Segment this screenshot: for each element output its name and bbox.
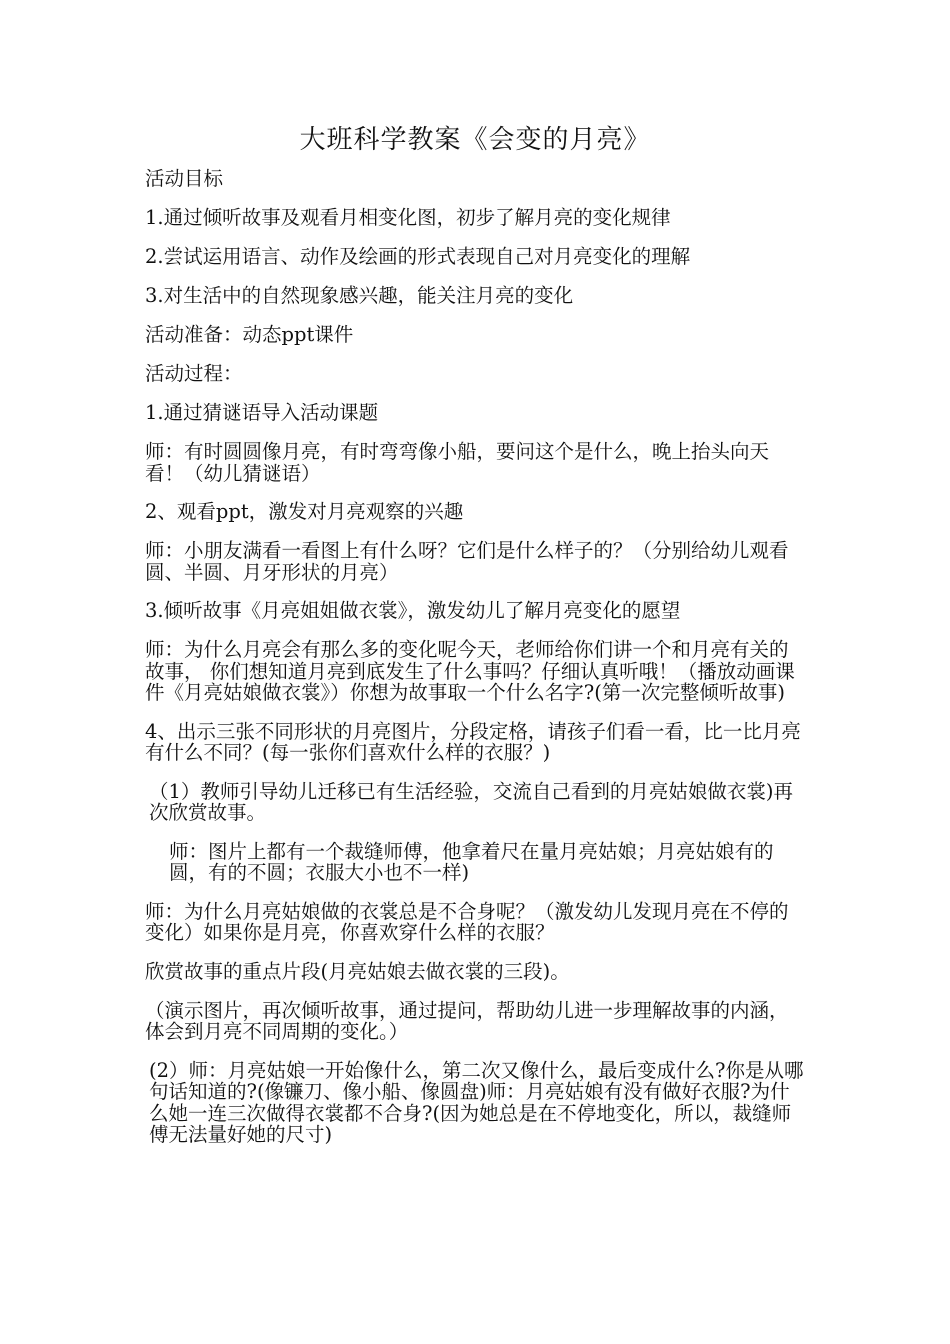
- demo-pictures-paragraph: （演示图片，再次倾听故事，通过提问，帮助幼儿进一步理解故事的内涵，体会到月亮不同周期的变化。）: [145, 998, 789, 1043]
- teacher-question-paragraph: 师：为什么月亮姑娘做的衣裳总是不合身呢？（激发幼儿发现月亮在不停的变化）如果你是月亮，你喜欢穿什么样的衣服？: [145, 899, 789, 944]
- goal-item-1: 1.通过倾听故事及观看月相变化图，初步了解月亮的变化规律: [145, 206, 671, 229]
- section-heading-goals: 活动目标: [145, 167, 224, 190]
- goal-item-3: 3.对生活中的自然现象感兴趣，能关注月亮的变化: [145, 284, 574, 307]
- story-highlight-line: 欣赏故事的重点片段(月亮姑娘去做衣裳的三段)。: [145, 959, 570, 983]
- section-heading-process: 活动过程：: [145, 362, 243, 385]
- process-step-3: 3.倾听故事《月亮姐姐做衣裳》，激发幼儿了解月亮变化的愿望: [145, 599, 681, 622]
- teacher-pictures-paragraph: 师：图片上都有一个裁缝师傅，他拿着尺在量月亮姑娘；月亮姑娘有的圆，有的不圆；衣服大小也不一样): [169, 839, 774, 884]
- preparation-line: 活动准备：动态ppt课件: [145, 323, 354, 346]
- substep-2-paragraph: (2）师：月亮姑娘一开始像什么，第二次又像什么，最后变成什么?你是从哪句话知道的?(像镰刀、像小船、像圆盘)师：月亮姑娘有没有做好衣服?为什么她一连三次做得衣裳都不合身?(因为她总是在不停地变化，所以，裁缝师傅无法量好她的尺寸): [149, 1058, 804, 1146]
- teacher-riddle-paragraph: 师：有时圆圆像月亮，有时弯弯像小船，要问这个是什么，晚上抬头向天看！（幼儿猜谜语）: [145, 440, 770, 485]
- teacher-observe-paragraph: 师：小朋友满看一看图上有什么呀？它们是什么样子的？（分别给幼儿观看圆、半圆、月牙形状的月亮）: [145, 539, 789, 584]
- substep-1-paragraph: （1）教师引导幼儿迁移已有生活经验，交流自己看到的月亮姑娘做衣裳)再次欣赏故事。: [149, 779, 794, 824]
- process-step-2: 2、观看ppt，激发对月亮观察的兴趣: [145, 500, 464, 523]
- document-title: 大班科学教案《会变的月亮》: [299, 125, 651, 155]
- document-body: [145, 168, 807, 1163]
- teacher-story-paragraph: 师：为什么月亮会有那么多的变化呢今天，老师给你们讲一个和月亮有关的故事， 你们想知道月亮到底发生了什么事吗？仔细认真听哦！（播放动画课件《月亮姑娘做衣裳》）你想为故事取一个什么名字?(第一次完整倾听故事): [145, 638, 795, 704]
- process-step-1: 1.通过猜谜语导入活动课题: [145, 401, 379, 424]
- process-step-4: 4、出示三张不同形状的月亮图片，分段定格，请孩子们看一看，比一比月亮有什么不同？(每一张你们喜欢什么样的衣服？): [145, 719, 801, 764]
- goal-item-2: 2.尝试运用语言、动作及绘画的形式表现自己对月亮变化的理解: [145, 245, 691, 268]
